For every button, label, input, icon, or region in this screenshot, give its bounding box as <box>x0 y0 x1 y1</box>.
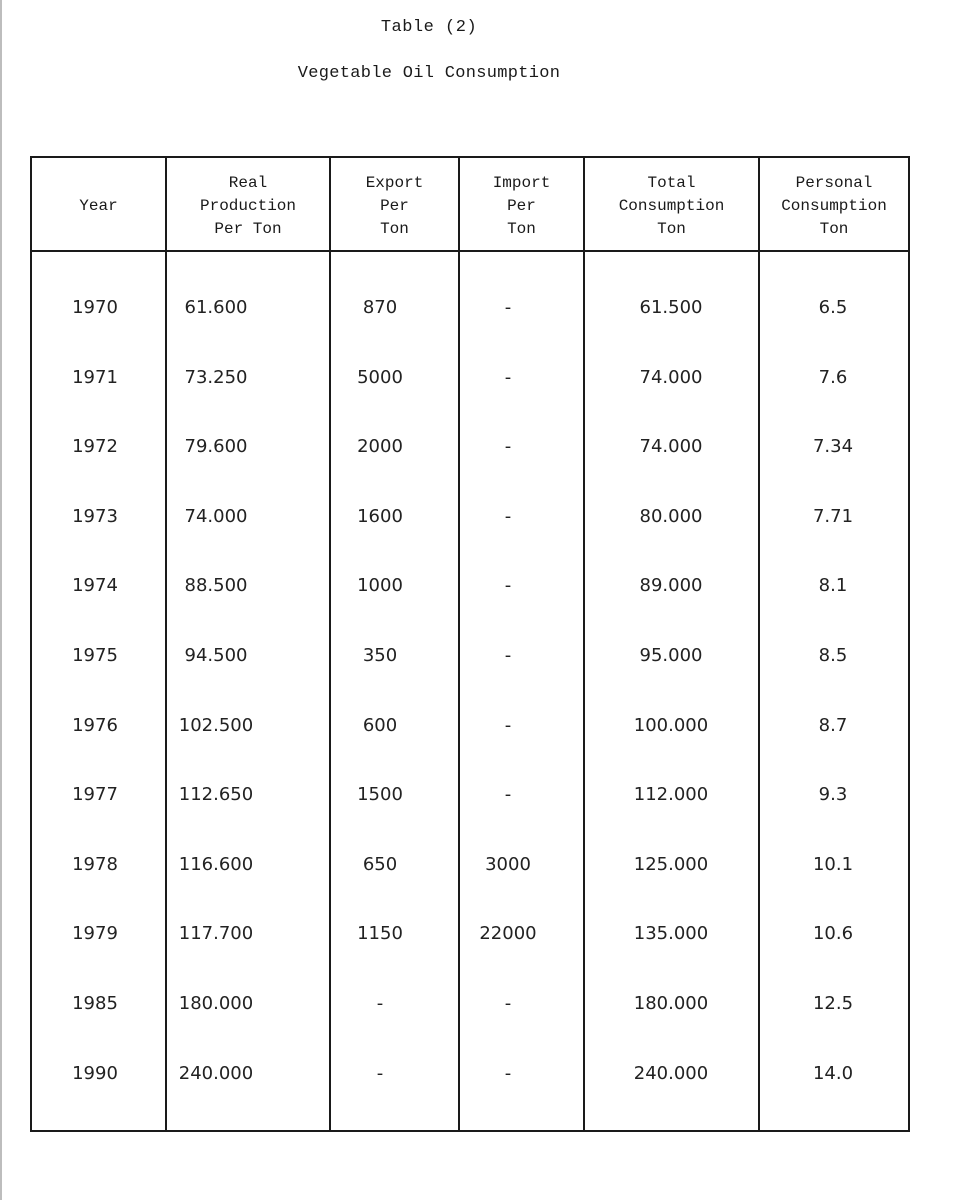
cell-real-production: 116.600 <box>178 853 254 875</box>
consumption-table <box>30 156 910 1132</box>
cell-import: - <box>504 993 512 1014</box>
cell-total-consumption: 61.500 <box>639 297 703 318</box>
table-row <box>32 711 908 741</box>
cell-personal-consumption: 10.1 <box>812 853 854 875</box>
cell-real-production: 79.600 <box>184 436 248 458</box>
cell-import: 22000 <box>479 923 537 945</box>
cell-import: - <box>504 505 512 527</box>
cell-total-consumption: 100.000 <box>633 714 709 736</box>
cell-export: 600 <box>362 714 398 736</box>
table-row <box>32 363 908 393</box>
cell-year: 1971 <box>72 366 118 388</box>
cell-total-consumption: 95.000 <box>639 645 703 666</box>
cell-year: 1975 <box>72 645 118 666</box>
table-row <box>32 1059 908 1089</box>
table-row <box>32 780 908 810</box>
cell-total-consumption: 125.000 <box>633 853 709 875</box>
cell-personal-consumption: 7.6 <box>818 366 848 388</box>
header-real-production: Real Production Per Ton <box>199 173 296 238</box>
header-personal-consumption: Personal Consumption Ton <box>781 173 887 238</box>
table-row <box>32 432 908 462</box>
page-edge <box>0 0 2 1200</box>
cell-export: 5000 <box>357 366 403 388</box>
cell-personal-consumption: 6.5 <box>818 297 848 318</box>
cell-total-consumption: 240.000 <box>633 1062 709 1084</box>
cell-personal-consumption: 8.5 <box>818 645 848 666</box>
cell-import: - <box>504 714 512 736</box>
cell-real-production: 240.000 <box>178 1062 254 1084</box>
cell-real-production: 88.500 <box>184 575 248 597</box>
cell-export: 650 <box>362 853 398 875</box>
cell-export: 2000 <box>357 436 403 458</box>
cell-personal-consumption: 8.1 <box>818 575 848 597</box>
cell-total-consumption: 89.000 <box>639 575 703 597</box>
cell-year: 1978 <box>72 853 118 875</box>
cell-real-production: 94.500 <box>184 645 248 666</box>
cell-personal-consumption: 9.3 <box>818 784 848 806</box>
cell-personal-consumption: 7.71 <box>812 505 854 527</box>
cell-total-consumption: 180.000 <box>633 993 709 1014</box>
cell-export: 870 <box>362 297 398 318</box>
cell-real-production: 180.000 <box>178 993 254 1014</box>
cell-year: 1974 <box>72 575 118 597</box>
cell-year: 1977 <box>72 784 118 806</box>
table-row <box>32 293 908 323</box>
table-row <box>32 919 908 949</box>
table-row <box>32 502 908 532</box>
cell-import: - <box>504 575 512 597</box>
cell-year: 1979 <box>72 923 118 945</box>
table-row <box>32 989 908 1019</box>
document-title: Vegetable Oil Consumption <box>297 64 561 83</box>
header-export: Export Per Ton <box>365 173 424 238</box>
cell-export: 1000 <box>357 575 403 597</box>
cell-real-production: 74.000 <box>184 505 248 527</box>
cell-year: 1976 <box>72 714 118 736</box>
cell-year: 1973 <box>72 505 118 527</box>
cell-personal-consumption: 14.0 <box>812 1062 854 1084</box>
cell-export: - <box>376 1062 384 1084</box>
cell-total-consumption: 74.000 <box>639 436 703 458</box>
header-total-consumption: Total Consumption Ton <box>618 173 725 238</box>
cell-import: - <box>504 1062 512 1084</box>
cell-real-production: 102.500 <box>178 714 254 736</box>
cell-total-consumption: 135.000 <box>633 923 709 945</box>
table-row <box>32 850 908 880</box>
cell-export: 350 <box>362 645 398 666</box>
header-import: Import Per Ton <box>492 173 551 238</box>
cell-real-production: 73.250 <box>184 366 248 388</box>
cell-real-production: 117.700 <box>178 923 254 945</box>
cell-year: 1972 <box>72 436 118 458</box>
cell-personal-consumption: 8.7 <box>818 714 848 736</box>
cell-import: - <box>504 784 512 806</box>
cell-total-consumption: 74.000 <box>639 366 703 388</box>
table-row <box>32 571 908 601</box>
cell-personal-consumption: 7.34 <box>812 436 854 458</box>
cell-import: 3000 <box>485 853 531 875</box>
cell-year: 1985 <box>72 993 118 1014</box>
cell-personal-consumption: 10.6 <box>812 923 854 945</box>
header-year: Year <box>79 196 118 215</box>
cell-import: - <box>504 366 512 388</box>
cell-export: 1500 <box>357 784 403 806</box>
cell-import: - <box>504 645 512 666</box>
cell-real-production: 61.600 <box>184 297 248 318</box>
cell-total-consumption: 112.000 <box>633 784 709 806</box>
cell-year: 1970 <box>72 297 118 318</box>
cell-export: 1150 <box>357 923 403 945</box>
cell-import: - <box>504 436 512 458</box>
cell-year: 1990 <box>72 1062 118 1084</box>
cell-import: - <box>504 297 512 318</box>
cell-real-production: 112.650 <box>178 784 254 806</box>
cell-total-consumption: 80.000 <box>639 505 703 527</box>
cell-export: 1600 <box>357 505 403 527</box>
cell-export: - <box>376 993 384 1014</box>
table-row <box>32 641 908 671</box>
cell-personal-consumption: 12.5 <box>812 993 854 1014</box>
table-label: Table (2) <box>380 18 478 37</box>
header-divider <box>32 250 908 252</box>
